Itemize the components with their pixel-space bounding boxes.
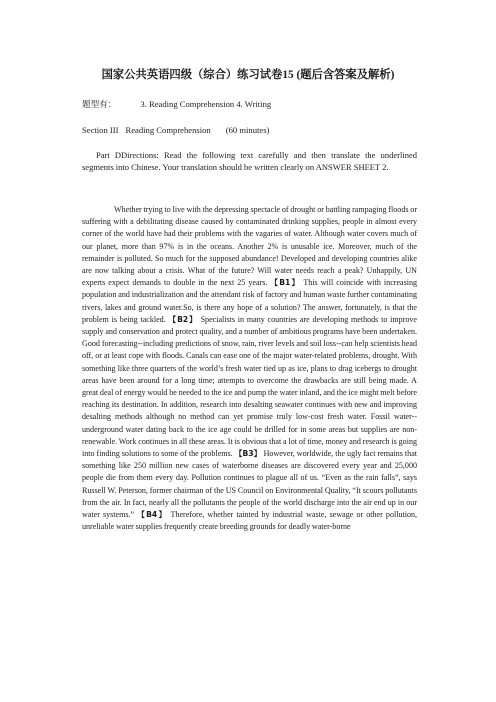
section-heading — [82, 125, 269, 135]
passage-text-4: However, worldwide, the ugly fact remains that something like 250 million new cases of waterborne diseases are discovered every year and 25,000 people die from them every day. Pollution continues to plague all of us. “Even as the rain falls”, says Russell W. Peterson, former chairman of the US Council on Environmental Quality, “It scours pollutants from the air. In fact, nearly all the pollutants the people of the world discharge into the air end up in our water systems.” — [82, 449, 418, 520]
blank-marker-b1: 【B1】 — [270, 278, 301, 288]
passage-text-3: Specialists in many countries are developing methods to improve supply and conservation and protect quality, and a number of ambitious programs have been undertaken. Good forecasting--including predictions of snow, rain, river levels and soil loss--can help scientists head off, or at least cope with floods. Canals can ease one of the major water-related problems, drought. With something like three quarters of the world’s fresh water tied up as ice, plans to drag icebergs to drought areas have been around for a long time; attempts to overcome the drawbacks are still being made. A great deal of energy would be needed to the ice and pump the water inland, and the ice might melt before reaching its destination. In addition, research into desalting seawater continues with new and improving desalting methods although no method can yet promise truly low-cost fresh water. Fossil water--underground water dating back to the ice age could be drilled for in some areas but supplies are non-renewable. Work continues in all these areas. It is obvious that a lot of time, money and research is going into finding solutions to some of the problems. — [82, 314, 417, 459]
passage-text-1: Whether trying to live with the depressing spectacle of drought or battling rampaging floods or suffering with a debilitating disease caused by contaminated drinking supplies, people in almost every corner of the world have had their problems with the vagaries of water. Although water covers much of our planet, more than 97% is in the oceans. Another 2% is unusable ice. Moreover, much of the remainder is polluted. So much for the supposed abundance! Developed and developing countries alike are now talking about a crisis. What of the future? Will water needs reach a peak? Unhappily, UN experts expect demands to double in the next 25 years. — [82, 205, 417, 288]
blank-marker-b4: 【B4】 — [137, 510, 168, 520]
section-label: Section III — [82, 125, 119, 135]
passage-paragraph — [82, 204, 417, 533]
directions-paragraph: Part DDirections: Read the following text carefully and then translate the underlined segments into Chinese. Your translation should be written clearly on ANSWER SHEET 2. — [82, 150, 417, 173]
passage-text-5: Therefore, whether tainted by industrial waste, sewage or other pollution, unreliable water supplies frequently create breeding grounds for deadly water-borne — [82, 510, 418, 532]
section-name: Reading Comprehension — [125, 125, 211, 135]
question-types-value: 3. Reading Comprehension 4. Writing — [140, 99, 272, 109]
document-title: 国家公共英语四级（综合）练习试卷15 (题后含答案及解析) — [101, 69, 395, 81]
blank-marker-b2: 【B2】 — [168, 314, 198, 324]
question-types-label: 题型有： — [82, 99, 117, 109]
section-time: (60 minutes) — [225, 125, 270, 135]
blank-marker-b3: 【B3】 — [234, 449, 262, 459]
passage-text-2: This will coincide with increasing population and industrialization and the attendant risk of factory and human waste further contaminating rivers, lakes and ground water.So, is there any hope of a solution? The answer, fortunately, is that the problem is being tackled. — [82, 278, 417, 324]
question-types-line — [82, 98, 271, 110]
